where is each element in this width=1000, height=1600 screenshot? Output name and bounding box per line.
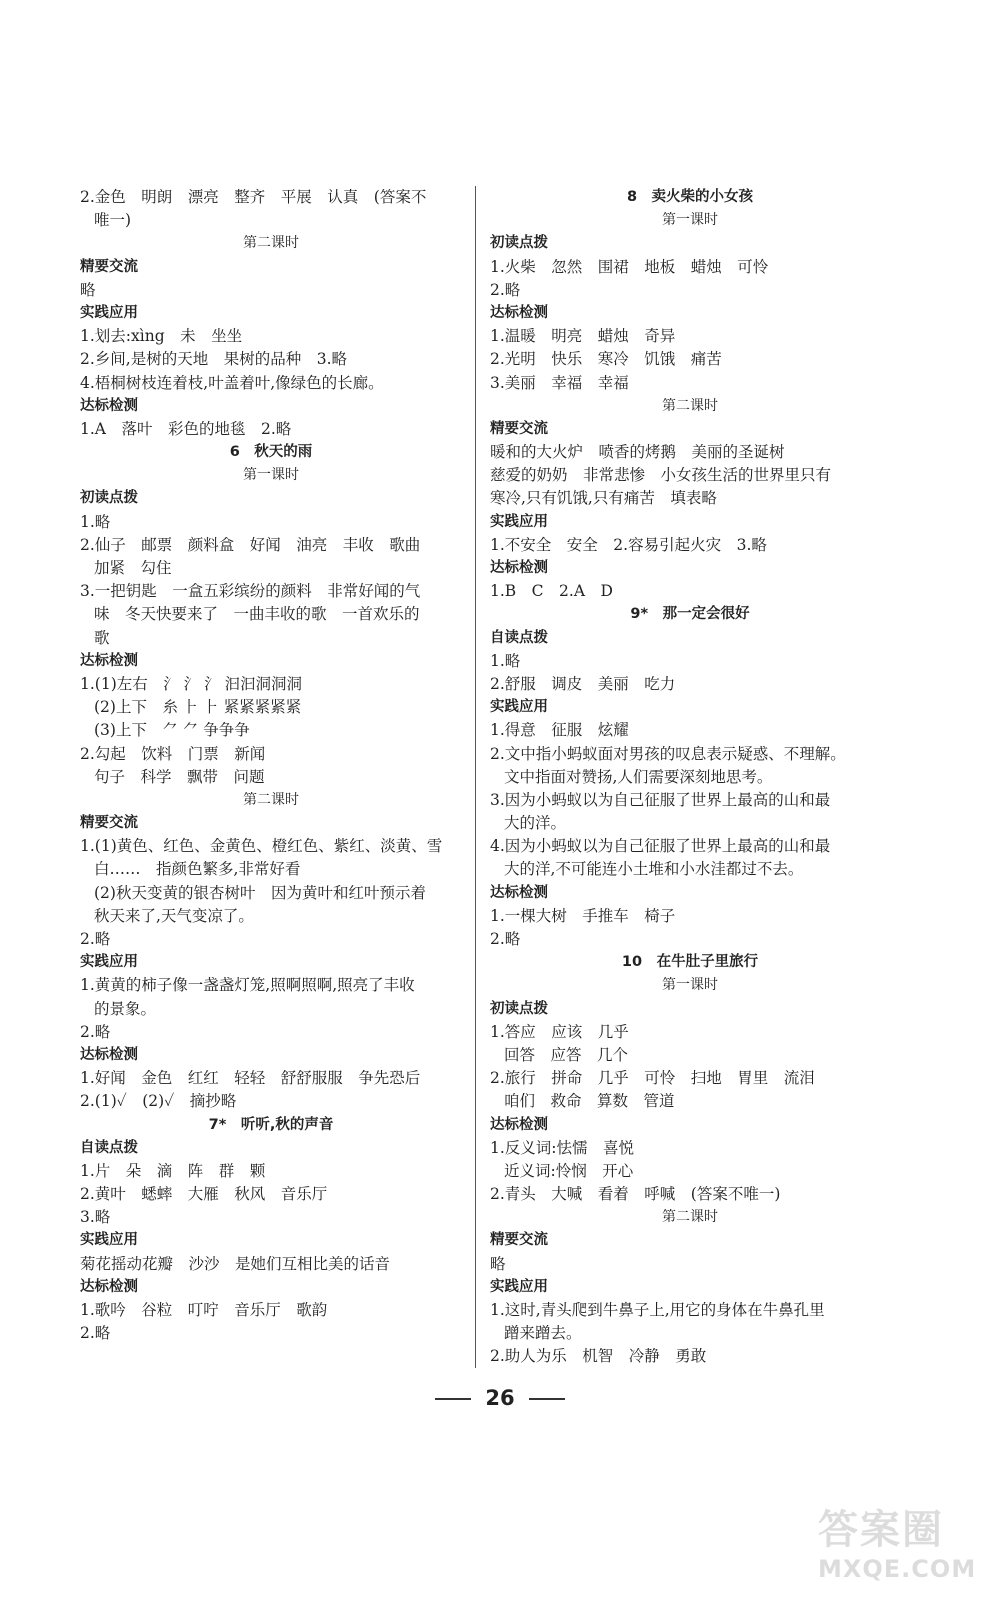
right-line: 1.温暖 明亮 蜡烛 奇异 (490, 327, 676, 346)
left-line: 1.(1)左右 氵 氵 氵 汩汩洞洞洞 (80, 674, 303, 693)
left-line: 2.略 (80, 1324, 111, 1343)
right-section-heading: 实践应用 (490, 513, 548, 530)
right-line: 1.不安全 安全 2.容易引起火灾 3.略 (490, 535, 767, 554)
right-line: 1.反义词:怯懦 喜悦 (490, 1138, 635, 1157)
left-line: 1.歌吟 谷粒 叮咛 音乐厅 歌韵 (80, 1301, 328, 1319)
left-line: 唯一) (94, 211, 132, 230)
left-line: (2)上下 糸 ⺊ ⺊ 紧紧紧紧紧 (94, 698, 302, 717)
right-section-heading: 实践应用 (490, 699, 548, 716)
right-line: 4.因为小蚂蚁以为自己征服了世界上最高的山和最 (490, 837, 831, 856)
right-lesson-subtitle: 第二课时 (662, 397, 718, 414)
left-line: 味 冬天快要来了 一曲丰收的歌 一首欢乐的 (94, 605, 420, 624)
left-line: 4.梧桐树枝连着枝,叶盖着叶,像绿色的长廊。 (80, 373, 384, 392)
left-line: 1.(1)黄色、红色、金黄色、橙红色、紫红、淡黄、雪 (80, 837, 443, 856)
left-lesson-subtitle: 第二课时 (243, 235, 299, 252)
right-line: 1.略 (490, 651, 521, 670)
left-line: 2.黄叶 蟋蟀 大雁 秋风 音乐厅 (80, 1185, 328, 1204)
left-lesson-subtitle: 第一课时 (243, 467, 299, 484)
right-line: 2.略 (490, 930, 521, 948)
left-line: 歌 (94, 628, 110, 647)
left-line: 1.A 落叶 彩色的地毯 2.略 (80, 419, 292, 438)
left-lesson-title: 6 秋天的雨 (229, 444, 313, 461)
right-line: 回答 应答 几个 (504, 1045, 629, 1064)
left-line: 2.略 (80, 930, 111, 948)
left-line: 1.好闻 金色 红红 轻轻 舒舒服服 争先恐后 (80, 1069, 421, 1088)
left-lesson-subtitle: 第二课时 (243, 791, 299, 808)
right-section-heading: 达标检测 (490, 1116, 548, 1133)
right-lesson-subtitle: 第二课时 (662, 1209, 718, 1226)
right-section-heading: 精要交流 (490, 420, 548, 437)
right-lesson-title: 8 卖火柴的小女孩 (626, 189, 754, 205)
right-lesson-title: 10 在牛肚子里旅行 (621, 954, 759, 971)
left-line: 3.一把钥匙 一盒五彩缤纷的颜料 非常好闻的气 (80, 582, 421, 601)
right-line: 1.得意 征服 炫耀 (490, 721, 629, 740)
left-line: 2.略 (80, 1022, 111, 1041)
right-line: 1.这时,青头爬到牛鼻子上,用它的身体在牛鼻孔里 (490, 1301, 825, 1319)
watermark-text-url: MXQE.COM (818, 1555, 977, 1583)
right-line: 2.青头 大喊 看着 呼喊 (答案不唯一) (490, 1185, 781, 1204)
right-section-heading: 达标检测 (490, 304, 548, 321)
right-column (490, 186, 890, 1369)
left-section-heading: 达标检测 (80, 397, 138, 414)
right-section-heading: 实践应用 (490, 1278, 548, 1295)
left-line: 句子 科学 飘带 问题 (94, 767, 265, 786)
right-line: 2.舒服 调皮 美丽 吃力 (490, 674, 676, 693)
right-line: 咱们 救命 算数 管道 (504, 1092, 675, 1111)
left-line: 的景象。 (94, 999, 157, 1018)
right-line: 2.光明 快乐 寒冷 饥饿 痛苦 (490, 350, 722, 369)
left-line: 2.乡间,是树的天地 果树的品种 3.略 (80, 350, 348, 369)
right-section-heading: 达标检测 (490, 560, 548, 576)
left-section-heading: 自读点拨 (80, 1139, 138, 1156)
right-lesson-subtitle: 第一课时 (662, 977, 718, 994)
watermark-text-cn: 答案圈 (818, 1507, 944, 1553)
left-line: 加紧 勾住 (94, 559, 172, 577)
page-number: 26 (485, 1386, 515, 1410)
left-line: (3)上下 ⺈ ⺈ 争争争 (94, 721, 250, 740)
left-column (80, 186, 462, 1345)
right-section-heading: 初读点拨 (490, 1000, 548, 1017)
right-line: 蹭来蹭去。 (504, 1324, 582, 1343)
right-line: 2.助人为乐 机智 冷静 勇敢 (490, 1347, 707, 1366)
left-line: 1.黄黄的柿子像一盏盏灯笼,照啊照啊,照亮了丰收 (80, 976, 415, 995)
right-line: 1.一棵大树 手推车 椅子 (490, 906, 676, 925)
left-line: 2.勾起 饮料 门票 新闻 (80, 744, 266, 763)
left-lesson-title: 7* 听听,秋的声音 (208, 1116, 334, 1133)
left-section-heading: 精要交流 (80, 815, 138, 832)
left-line: (2)秋天变黄的银杏树叶 因为黄叶和红叶预示着 (94, 883, 426, 902)
left-section-heading: 达标检测 (80, 1278, 138, 1295)
right-section-heading: 初读点拨 (490, 235, 548, 252)
right-section-heading: 精要交流 (490, 1232, 548, 1249)
left-line: 1.划去:xìng 未 坐坐 (80, 327, 243, 346)
right-line: 2.略 (490, 280, 521, 299)
left-line: 3.略 (80, 1208, 111, 1227)
left-line: 菊花摇动花瓣 沙沙 是她们互相比美的话音 (80, 1254, 391, 1273)
right-line: 略 (490, 1254, 506, 1273)
footer-dash-left (435, 1398, 471, 1400)
watermark-logo (818, 1498, 978, 1588)
right-line: 近义词:怜悯 开心 (504, 1161, 634, 1180)
right-line: 慈爱的奶奶 非常悲惨 小女孩生活的世界里只有 (490, 466, 832, 485)
right-line: 3.因为小蚂蚁以为自己征服了世界上最高的山和最 (490, 790, 831, 809)
left-section-heading: 精要交流 (80, 258, 138, 275)
right-line: 大的洋,不可能连小土堆和小水洼都过不去。 (504, 860, 804, 879)
right-line: 大的洋。 (504, 814, 567, 833)
left-section-heading: 实践应用 (80, 1232, 138, 1249)
left-line: 秋天来了,天气变凉了。 (94, 906, 254, 925)
right-section-heading: 达标检测 (490, 884, 548, 901)
right-section-heading: 自读点拨 (490, 629, 548, 646)
right-line: 1.火柴 忽然 围裙 地板 蜡烛 可怜 (490, 257, 769, 276)
left-line: 2.仙子 邮票 颜料盒 好闻 油亮 丰收 歌曲 (80, 535, 421, 554)
right-line: 3.美丽 幸福 幸福 (490, 373, 629, 392)
left-section-heading: 实践应用 (80, 304, 138, 321)
right-lesson-subtitle: 第一课时 (662, 212, 718, 229)
page-footer (0, 1386, 1000, 1410)
left-line: 2.(1)✓ (2)✓ 摘抄略 (80, 1092, 237, 1111)
left-line: 1.略 (80, 512, 111, 531)
left-line: 1.片 朵 滴 阵 群 颗 (80, 1161, 266, 1180)
left-section-heading: 实践应用 (80, 954, 138, 971)
right-line: 文中指面对赞扬,人们需要深刻地思考。 (504, 767, 773, 786)
footer-dash-right (529, 1398, 565, 1400)
right-line: 暖和的大火炉 喷香的烤鹅 美丽的圣诞树 (490, 443, 785, 462)
right-line: 2.文中指小蚂蚁面对男孩的叹息表示疑惑、不理解。 (490, 744, 846, 763)
left-line: 白…… 指颜色繁多,非常好看 (94, 860, 301, 879)
left-section-heading: 初读点拨 (80, 490, 138, 507)
right-line: 1.B C 2.A D (490, 582, 613, 601)
right-line: 寒冷,只有饥饿,只有痛苦 填表略 (490, 489, 717, 508)
left-line: 2.金色 明朗 漂亮 整齐 平展 认真 (答案不 (80, 188, 427, 206)
left-line: 略 (80, 280, 96, 299)
column-divider (475, 186, 476, 1368)
right-line: 1.答应 应该 几乎 (490, 1022, 629, 1041)
left-section-heading: 达标检测 (80, 1046, 138, 1063)
right-lesson-title: 9* 那一定会很好 (630, 606, 750, 623)
left-section-heading: 达标检测 (80, 652, 138, 669)
right-line: 2.旅行 拼命 几乎 可怜 扫地 胃里 流泪 (490, 1069, 815, 1088)
